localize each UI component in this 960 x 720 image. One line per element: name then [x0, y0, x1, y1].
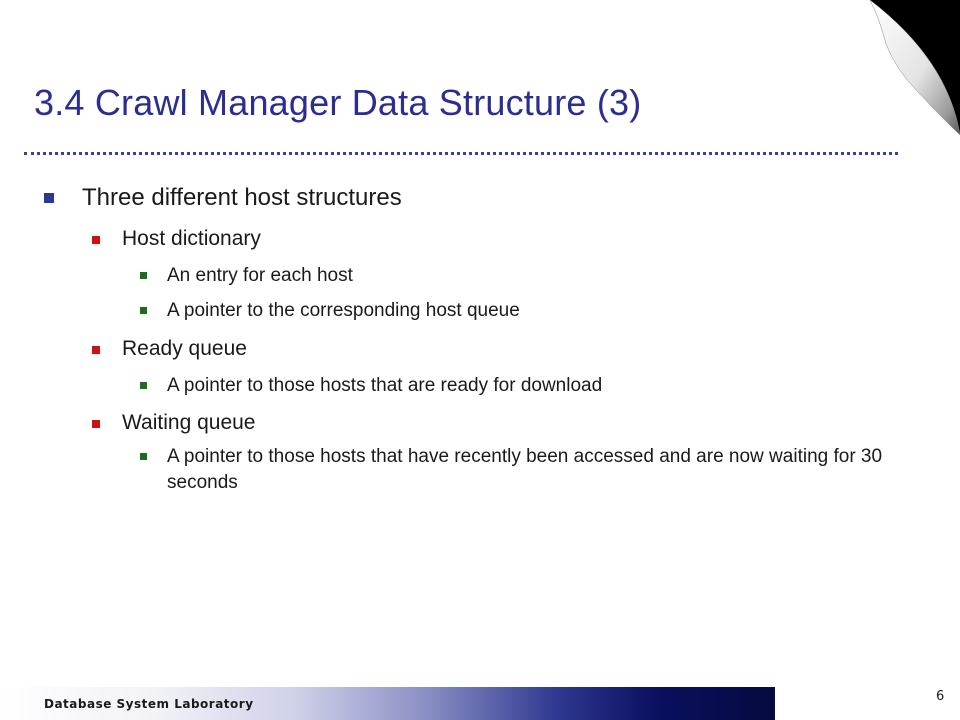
bullet-ready-queue: [92, 337, 247, 361]
slide-title: 3.4 Crawl Manager Data Structure (3): [34, 82, 642, 123]
bullet-square-icon: [140, 453, 147, 460]
bullet-square-icon: [92, 346, 100, 354]
page-number: 6: [936, 689, 945, 704]
page-curl-icon: [830, 0, 960, 135]
bullet-waiting-queue: [92, 411, 255, 435]
bullet-entry-each-host: [140, 263, 353, 289]
bullet-text: An entry for each host: [167, 265, 353, 286]
bullet-text: Waiting queue: [122, 411, 256, 434]
bullet-text: A pointer to the corresponding host queue: [167, 300, 520, 321]
bullet-pointer-host-queue: [140, 298, 520, 324]
bullet-pointer-waiting-hosts: [140, 444, 910, 496]
bullet-text: Three different host structures: [82, 184, 402, 211]
bullet-square-icon: [140, 272, 147, 279]
bullet-text: A pointer to those hosts that have recently been accessed and are now waiting for 30 seconds: [167, 446, 883, 493]
bullet-square-icon: [92, 420, 100, 428]
bullet-pointer-ready-hosts: [140, 373, 602, 399]
bullet-text: A pointer to those hosts that are ready for download: [167, 375, 603, 396]
bullet-square-icon: [92, 236, 100, 244]
bullet-square-icon: [140, 382, 147, 389]
bullet-square-icon: [140, 307, 147, 314]
bullet-text: Ready queue: [122, 337, 247, 360]
bullet-host-structures: [44, 184, 402, 212]
bullet-host-dictionary: [92, 227, 261, 251]
footer-label: Database System Laboratory: [44, 697, 254, 711]
bullet-text: Host dictionary: [122, 227, 261, 250]
bullet-square-icon: [44, 193, 54, 203]
title-divider: [24, 152, 898, 155]
